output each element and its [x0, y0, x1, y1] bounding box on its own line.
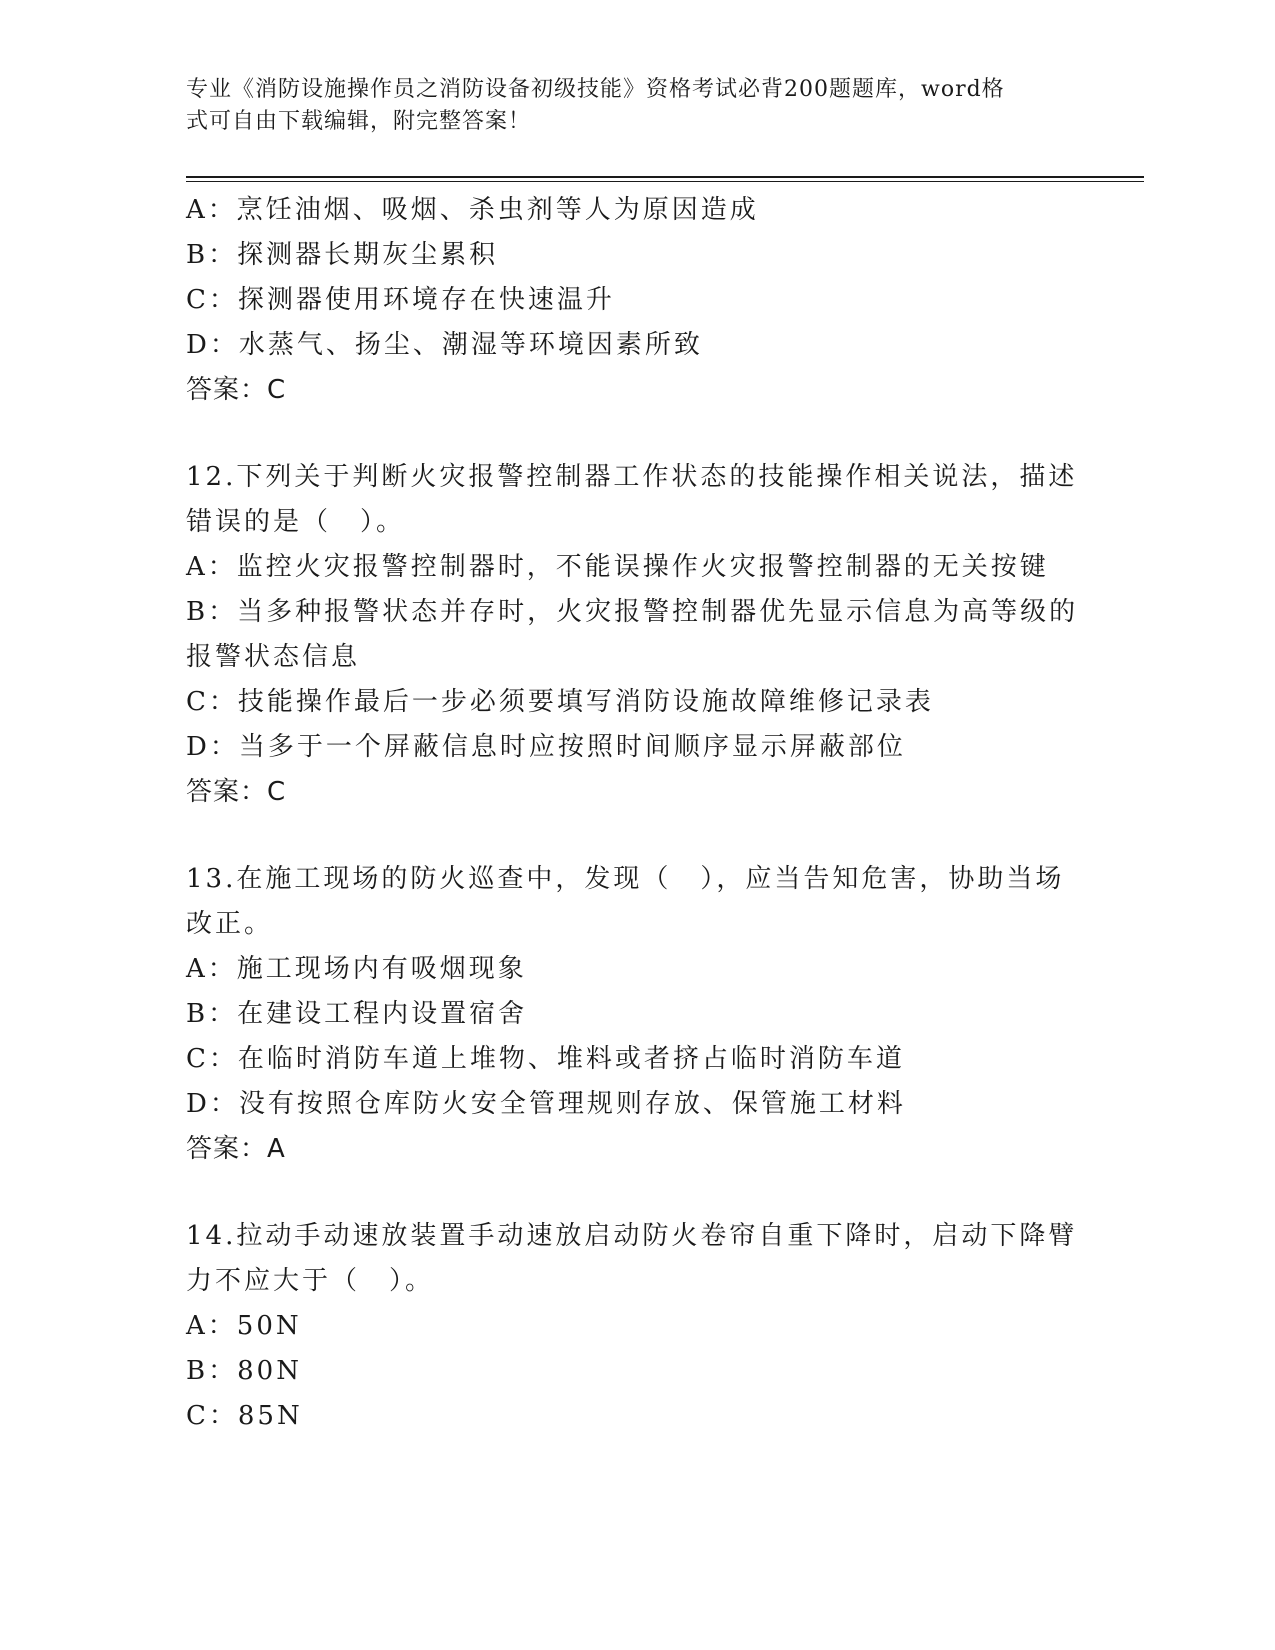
question-11	[186, 188, 1066, 413]
answer: 答案：A	[186, 1134, 286, 1164]
option-b: B：探测器长期灰尘累积	[186, 240, 499, 270]
option-a: A：监控火灾报警控制器时，不能误操作火灾报警控制器的无关按键	[186, 552, 1049, 582]
answer: 答案：C	[186, 777, 287, 807]
option-c: C：探测器使用环境存在快速温升	[186, 285, 615, 315]
option-d: D：没有按照仓库防火安全管理规则存放、保管施工材料	[186, 1089, 906, 1119]
question-stem: 13.在施工现场的防火巡查中，发现（ ），应当告知危害，协助当场	[186, 864, 1065, 894]
option-c: C：85N	[186, 1401, 303, 1431]
question-13	[186, 857, 1066, 1172]
option-a: A：施工现场内有吸烟现象	[186, 954, 527, 984]
header-line-2: 式可自由下载编辑，附完整答案！	[186, 109, 532, 134]
question-stem-cont: 错误的是（ ）。	[186, 507, 406, 537]
option-b: B：当多种报警状态并存时，火灾报警控制器优先显示信息为高等级的	[186, 597, 1079, 627]
option-b: B：在建设工程内设置宿舍	[186, 999, 528, 1029]
question-stem-cont: 改正。	[186, 909, 274, 939]
question-stem-cont: 力不应大于（ ）。	[186, 1266, 435, 1296]
answer: 答案：C	[186, 375, 287, 405]
document-header	[186, 74, 1066, 138]
question-stem: 12.下列关于判断火灾报警控制器工作状态的技能操作相关说法，描述	[186, 462, 1078, 492]
option-d: D：水蒸气、扬尘、潮湿等环境因素所致	[186, 330, 703, 360]
option-a: A：50N	[186, 1311, 302, 1341]
option-b-cont: 报警状态信息	[186, 642, 361, 672]
question-12	[186, 455, 1079, 815]
question-stem: 14.拉动手动速放装置手动速放启动防火卷帘自重下降时，启动下降臂	[186, 1221, 1078, 1251]
header-divider	[186, 176, 1144, 182]
option-c: C：在临时消防车道上堆物、堆料或者挤占临时消防车道	[186, 1044, 905, 1074]
option-a: A：烹饪油烟、吸烟、杀虫剂等人为原因造成	[186, 195, 759, 225]
option-b: B：80N	[186, 1356, 302, 1386]
header-line-1: 专业《消防设施操作员之消防设备初级技能》资格考试必背200题题库，word格	[186, 77, 1005, 102]
question-14	[186, 1214, 1078, 1439]
option-d: D：当多于一个屏蔽信息时应按照时间顺序显示屏蔽部位	[186, 732, 906, 762]
question-list	[186, 188, 1079, 1439]
option-c: C：技能操作最后一步必须要填写消防设施故障维修记录表	[186, 687, 934, 717]
